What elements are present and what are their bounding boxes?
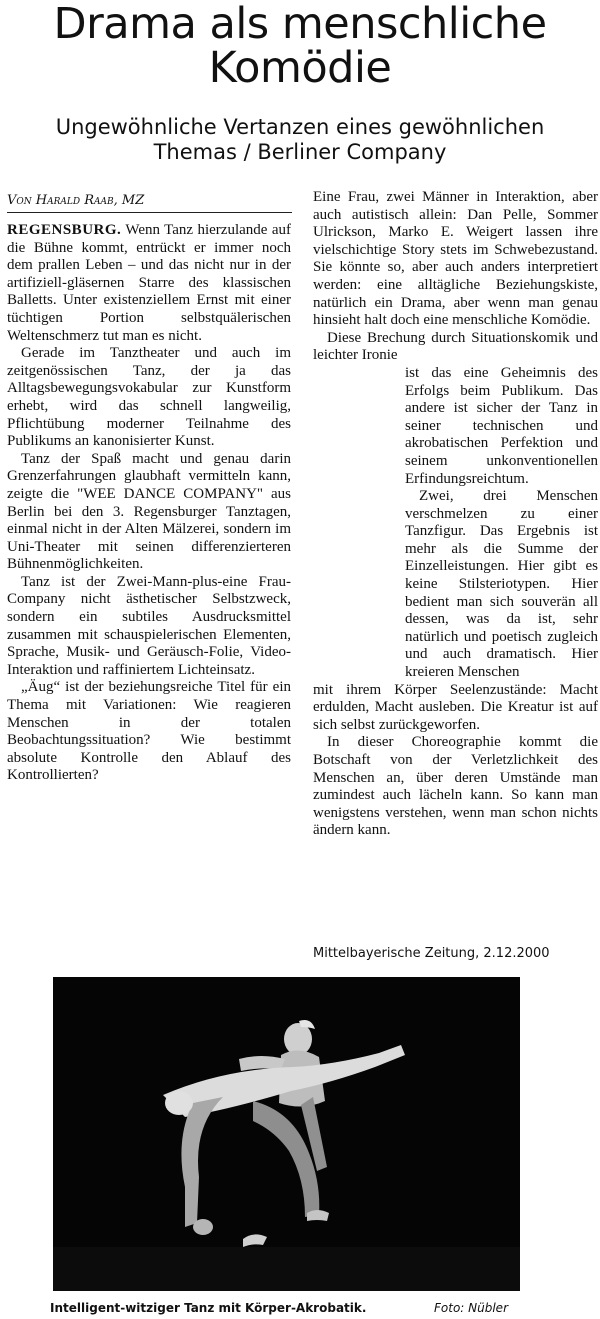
dancers-image xyxy=(53,977,520,1291)
paragraph-1-text: Wenn Tanz hierzulande auf die Bühne kommt, entrückt er immer noch dem prallen Leben – und das nicht nur in der artifiziell-gläsernen Starre des klassischen Balletts. Unter existenziellem Ernst mit einer tüchtigen Portion selbstquälerischen Weltenschmerz tut man es nicht. xyxy=(7,222,291,344)
paragraph-7-lead: Diese Brechung durch Situationskomik und leichter Ironie xyxy=(313,329,598,364)
caption-text: Intelligent-witziger Tanz mit Körper-Akrobatik. xyxy=(50,1301,367,1315)
article-column-left xyxy=(7,222,291,785)
paragraph-2: Gerade im Tanztheater und auch im zeitgenössischen Tanz, der ja das Alltagsbewegungsvokabular zur Kunstform erhebt, wird das schnell langweilig, Pflichtübung moderner Teilnahme des Publikums an kanonisierter Kunst. xyxy=(7,345,291,450)
paragraph-8-tail: mit ihrem Körper Seelenzustände: Macht erdulden, Macht ausleben. Die Kreatur ist auf sich selbst zurückgeworfen. xyxy=(313,681,598,733)
dance-photo xyxy=(53,977,520,1291)
paragraph-5: „Äug“ ist der beziehungsreiche Titel für ein Thema mit Variationen: Wie reagieren Menschen in der totalen Beobachtungssituation? Wie bestimmt absolute Kontrolle den Ablauf des Kontrollierten? xyxy=(7,679,291,784)
indented-block xyxy=(405,365,598,682)
source-line: Mittelbayerische Zeitung, 2.12.2000 xyxy=(313,946,550,961)
subheadline-line-1: Ungewöhnliche Vertanzen eines gewöhnlichen xyxy=(55,115,545,139)
paragraph-6: Eine Frau, zwei Männer in Interaktion, aber auch autistisch allein: Dan Pelle, Sommer Ulrickson, Marko E. Weigert lassen ihre vielschichtige Story stets im Schwebezustand. Sie könnte so, aber auch anders interpretiert werden: eine alltägliche Beziehungskiste, natürlich ein Drama, aber wenn man genau hinsieht halt doch eine menschliche Komödie. xyxy=(313,189,598,329)
paragraph-7-rest: ist das eine Geheimnis des Erfolgs beim Publikum. Das andere ist sicher der Tanz in seiner technischen und akrobatischen Perfektion und seinem unkonventionellen Erfindungsreichtum. xyxy=(405,364,598,487)
photo-caption xyxy=(50,1301,540,1316)
article-column-right xyxy=(313,189,598,840)
paragraph-8: Zwei, drei Menschen verschmelzen zu einer Tanzfigur. Das Ergebnis ist mehr als die Summe der Einzelleistungen. Hier gibt es keine Stilsteriotypen. Hier bedient man sich souverän all dessen, was da ist, sehr natürlich und poetisch zugleich und auch dramatisch. Hier kreieren Menschen xyxy=(405,488,598,681)
subheadline xyxy=(0,115,600,165)
subheadline-line-2: Themas / Berliner Company xyxy=(153,140,447,164)
headline-line-1: Drama als menschliche xyxy=(53,0,547,49)
paragraph-9: In dieser Choreographie kommt die Botschaft von der Verletzlichkeit des Menschen an, über deren Umstände man zumindest auch lächeln kann. So kann man wenigstens verstehen, wenn man schon nichts ändern kann. xyxy=(313,734,598,839)
paragraph-1 xyxy=(7,222,291,345)
dateline: REGENSBURG. xyxy=(7,222,122,238)
headline xyxy=(0,0,600,93)
headline-line-2: Komödie xyxy=(208,43,392,93)
paragraph-4: Tanz ist der Zwei-Mann-plus-eine Frau-Company nicht ästhetischer Selbstzweck, sondern ein subtiles Ausdrucksmittel zusammen mit schauspielerischen Elementen, Sprache, Musik- und Geräusch-Folie, Video-Interaktion und raffiniertem Lichteinsatz. xyxy=(7,573,291,678)
byline: Von Harald Raab, MZ xyxy=(7,193,292,213)
paragraph-3: Tanz der Spaß macht und genau darin Grenzerfahrungen glaubhaft vermitteln kann, zeigte die "WEE DANCE COMPANY" aus Berlin bei den 3. Regensburger Tanztagen, einmal nicht in der Alten Mälzerei, sondern im Uni-Theater mit seinen differenzierteren Bühnenmöglichkeiten. xyxy=(7,450,291,573)
photo-credit: Foto: Nübler xyxy=(434,1301,508,1315)
